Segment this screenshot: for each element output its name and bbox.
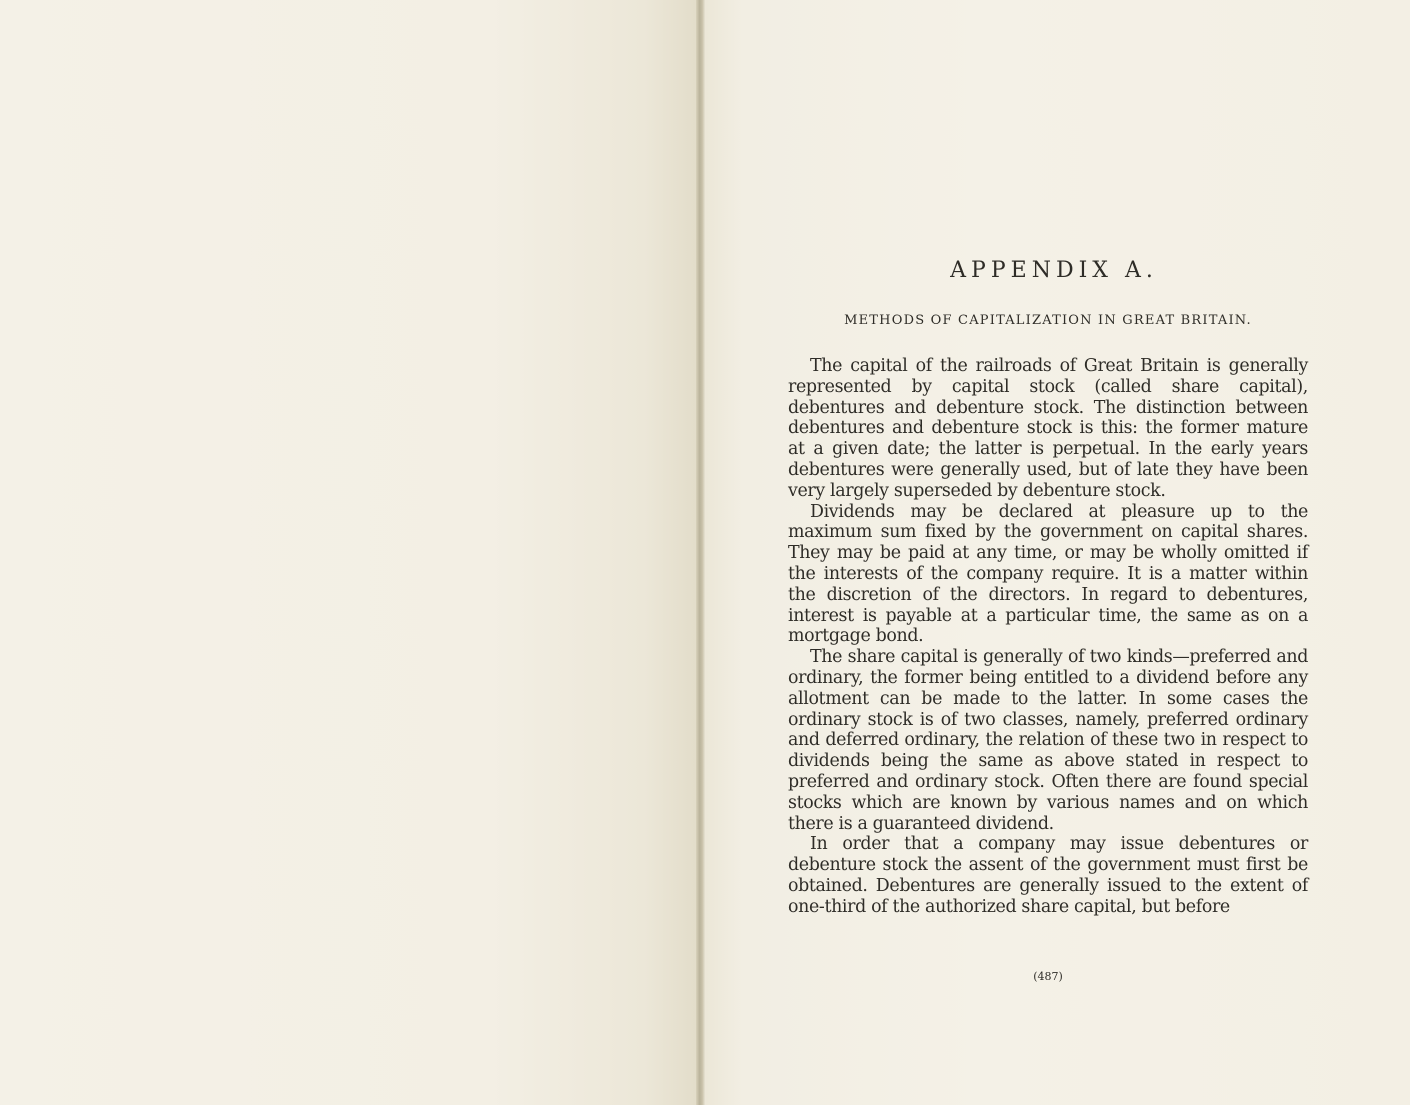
left-page-blank: [0, 0, 700, 1105]
page-number: (487): [1033, 970, 1063, 983]
right-page: [700, 0, 1410, 1105]
paragraph-share-capital-kinds: The share capital is generally of two kinds—preferred and ordinary, the former being entitled to a dividend before any allotment can be made to the latter. In some cases the ordinary stock is of two classes, namely, preferred ordinary and deferred ordinary, the relation of these two in respect to dividends being the same as above stated in respect to preferred and ordinary stock. Often there are found special stocks which are known by various names and on which there is a guaranteed dividend.: [788, 647, 1308, 834]
paragraph-capital-structure: The capital of the railroads of Great Britain is generally represented by capital stock (called share capital), debentures and debenture stock. The distinction between debentures and debenture stock is this: the former mature at a given date; the latter is perpetual. In the early years debentures were generally used, but of late they have been very largely superseded by debenture stock.: [788, 356, 1308, 501]
section-heading: METHODS OF CAPITALIZATION IN GREAT BRITAIN.: [844, 313, 1252, 328]
book-gutter: [696, 0, 705, 1105]
appendix-title: APPENDIX A.: [950, 258, 1158, 283]
paragraph-dividends: Dividends may be declared at pleasure up to the maximum sum fixed by the government on capital shares. They may be paid at any time, or may be wholly omitted if the interests of the company require. It is a matter within the discretion of the directors. In regard to debentures, interest is payable at a particular time, the same as on a mortgage bond.: [788, 501, 1308, 647]
page-text-block: [788, 258, 1308, 983]
paragraph-debenture-issuance: In order that a company may issue debentures or debenture stock the assent of the government must first be obtained. Debentures are generally issued to the extent of one-third of the authorized share capital, but before: [788, 834, 1308, 917]
